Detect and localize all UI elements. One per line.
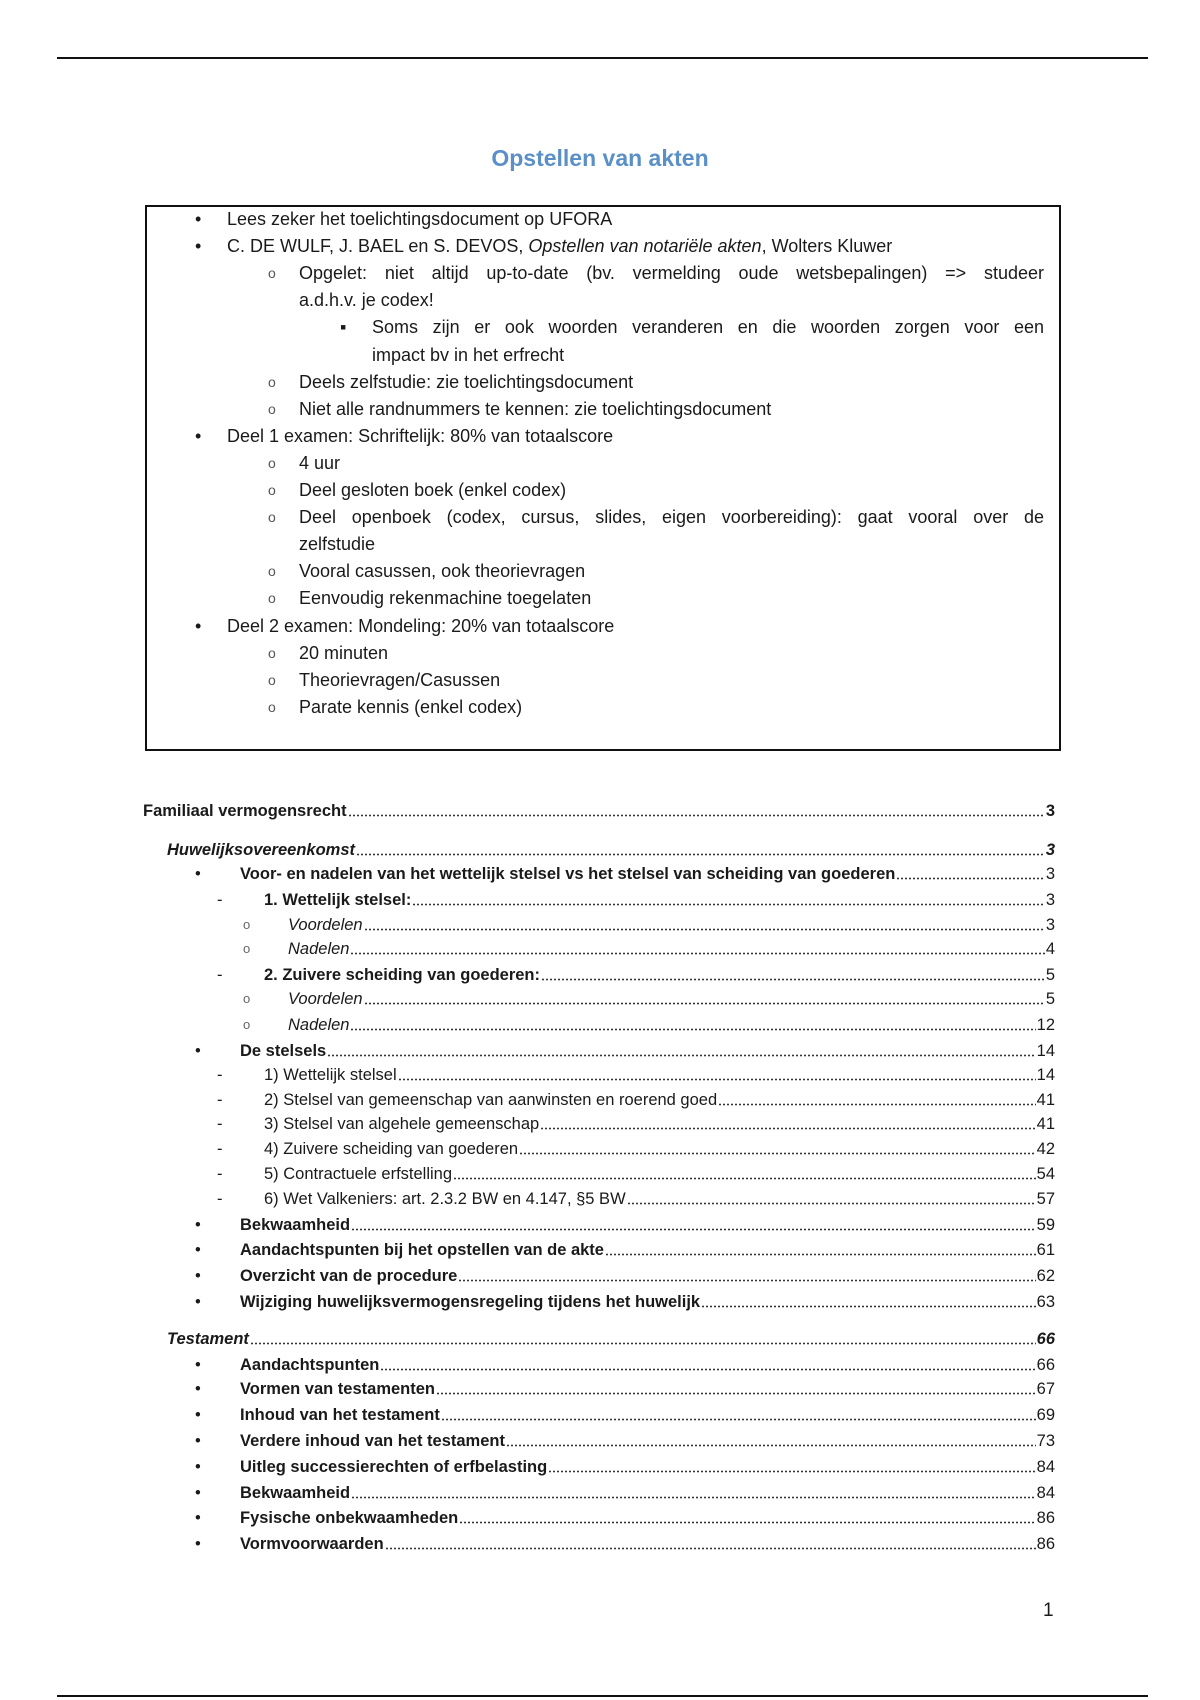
- dash-icon: -: [217, 1140, 223, 1158]
- circle-bullet-icon: o: [268, 644, 276, 661]
- bullet-icon: •: [195, 1267, 201, 1285]
- dot-leader: [701, 1305, 1036, 1308]
- toc-entry-title[interactable]: 3) Stelsel van algehele gemeenschap: [264, 1115, 540, 1133]
- toc-page-number: 42: [1036, 1140, 1055, 1158]
- circle-bullet-icon: o: [268, 265, 276, 282]
- toc-entry[interactable]: [0, 1088, 1200, 1112]
- box-line: a.d.h.v. je codex!: [299, 290, 434, 311]
- toc-page-number: 12: [1036, 1016, 1055, 1034]
- toc-entry[interactable]: [0, 1403, 1200, 1427]
- dot-leader: [718, 1103, 1036, 1106]
- dot-leader: [412, 903, 1044, 906]
- toc-entry[interactable]: [0, 1455, 1200, 1479]
- box-line: 4 uur: [299, 452, 341, 473]
- toc-entry[interactable]: [0, 1264, 1200, 1288]
- dot-leader: [327, 1054, 1035, 1057]
- toc-entry-title[interactable]: Voordelen: [288, 916, 363, 934]
- toc-entry[interactable]: [0, 1187, 1200, 1211]
- toc-entry[interactable]: [0, 913, 1200, 937]
- dot-leader: [548, 1470, 1035, 1473]
- toc-page-number: 41: [1036, 1091, 1055, 1109]
- dot-leader: [356, 853, 1045, 856]
- toc-entry-line: [264, 1137, 1055, 1161]
- dot-leader: [250, 1342, 1036, 1345]
- toc-entry-title[interactable]: 4) Zuivere scheiding van goederen: [264, 1140, 519, 1158]
- toc-page-number: 5: [1045, 966, 1055, 984]
- dash-icon: -: [217, 891, 223, 909]
- toc-entry[interactable]: [0, 1481, 1200, 1505]
- toc-page-number: 86: [1036, 1509, 1055, 1527]
- toc-entry-line: [264, 888, 1055, 912]
- toc-entry-title[interactable]: Testament: [167, 1330, 249, 1348]
- info-box: [145, 205, 1061, 751]
- toc-entry-title[interactable]: Bekwaamheid: [240, 1484, 351, 1502]
- circle-bullet-icon: o: [268, 400, 276, 417]
- toc-entry-title[interactable]: Voor- en nadelen van het wettelijk stelsel vs het stelsel van scheiding van goederen: [240, 865, 896, 883]
- toc-entry[interactable]: [0, 1063, 1200, 1087]
- dot-leader: [436, 1392, 1036, 1395]
- toc-entry-line: [167, 838, 1055, 862]
- toc-page-number: 59: [1036, 1216, 1055, 1234]
- toc-entry-line: [240, 1455, 1055, 1479]
- dot-leader: [398, 1078, 1036, 1081]
- toc-entry-title[interactable]: 6) Wet Valkeniers: art. 2.3.2 BW en 4.147, §5 BW: [264, 1190, 626, 1208]
- box-line: [227, 234, 892, 258]
- toc-entry[interactable]: [0, 1137, 1200, 1161]
- box-line: Niet alle randnummers te kennen: zie toelichtingsdocument: [299, 398, 772, 419]
- box-line: zelfstudie: [299, 534, 376, 555]
- dot-leader: [441, 1418, 1036, 1421]
- circle-bullet-icon: o: [268, 373, 276, 390]
- toc-page-number: 61: [1036, 1241, 1055, 1259]
- toc-entry-title[interactable]: Voordelen: [288, 990, 363, 1008]
- page-number: 1: [1043, 1600, 1054, 1621]
- toc-entry-title[interactable]: 2) Stelsel van gemeenschap van aanwinsten en roerend goed: [264, 1091, 718, 1109]
- toc-page-number: 14: [1036, 1066, 1055, 1084]
- bullet-icon: •: [195, 209, 202, 229]
- toc-entry[interactable]: [0, 1506, 1200, 1530]
- dot-leader: [519, 1152, 1036, 1155]
- dot-leader: [364, 1002, 1045, 1005]
- dash-icon: -: [217, 966, 223, 984]
- box-line-text: C. DE WULF, J. BAEL en S. DEVOS,: [227, 236, 529, 257]
- bullet-icon: •: [195, 615, 202, 636]
- toc-entry-title[interactable]: Verdere inhoud van het testament: [240, 1432, 505, 1450]
- toc-entry-line: [240, 1353, 1055, 1377]
- toc-entry-line: [167, 1327, 1055, 1351]
- circle-bullet-icon: o: [268, 590, 276, 607]
- toc-entry-line: [240, 1039, 1055, 1063]
- toc-entry[interactable]: [0, 1377, 1200, 1401]
- box-line: 20 minuten: [299, 642, 389, 663]
- bullet-icon: •: [195, 1458, 201, 1476]
- toc-entry-title[interactable]: Uitleg successierechten of erfbelasting: [240, 1458, 548, 1476]
- circle-bullet-icon: o: [243, 1017, 251, 1032]
- toc-entry-line: [288, 913, 1055, 937]
- box-line: Deel 1 examen: Schriftelijk: 80% van totaalscore: [227, 425, 614, 446]
- circle-bullet-icon: o: [268, 698, 276, 715]
- toc-entry-title[interactable]: Vormvoorwaarden: [240, 1535, 384, 1553]
- toc-page-number: 3: [1045, 802, 1055, 820]
- toc-entry[interactable]: [0, 799, 1200, 823]
- toc-page-number: 86: [1036, 1535, 1055, 1553]
- bullet-icon: •: [195, 865, 201, 883]
- dot-leader: [385, 1547, 1036, 1550]
- toc-entry-title[interactable]: Aandachtspunten bij het opstellen van de akte: [240, 1241, 604, 1259]
- bullet-icon: •: [195, 1042, 201, 1060]
- toc-entry-line: [264, 963, 1055, 987]
- toc-entry-title[interactable]: Nadelen: [288, 1016, 350, 1034]
- toc-entry[interactable]: [0, 987, 1200, 1011]
- dash-icon: -: [217, 1115, 223, 1133]
- toc-entry-title[interactable]: 1. Wettelijk stelsel:: [264, 891, 412, 909]
- toc-entry-title[interactable]: Vormen van testamenten: [240, 1380, 436, 1398]
- toc-entry-title[interactable]: Nadelen: [288, 940, 350, 958]
- box-line: Vooral casussen, ook theorievragen: [299, 561, 586, 582]
- toc-page-number: 69: [1036, 1406, 1055, 1424]
- bullet-icon: •: [195, 1432, 201, 1450]
- toc-entry-line: [240, 1264, 1055, 1288]
- dash-icon: -: [217, 1190, 223, 1208]
- toc-entry-line: [264, 1112, 1055, 1136]
- footer-rule: [57, 1695, 1148, 1697]
- dot-leader: [350, 1028, 1035, 1031]
- bullet-icon: •: [195, 425, 202, 446]
- circle-bullet-icon: o: [243, 991, 251, 1006]
- dash-icon: -: [217, 1091, 223, 1109]
- toc-page-number: 66: [1036, 1356, 1055, 1374]
- toc-entry-title[interactable]: Familiaal vermogensrecht: [143, 802, 347, 820]
- bullet-icon: •: [195, 1484, 201, 1502]
- toc-entry[interactable]: [0, 1290, 1200, 1314]
- toc-entry[interactable]: [0, 1013, 1200, 1037]
- dot-leader: [351, 1228, 1036, 1231]
- toc-entry[interactable]: [0, 1112, 1200, 1136]
- circle-bullet-icon: o: [268, 454, 276, 471]
- toc-entry[interactable]: [0, 838, 1200, 862]
- toc-page-number: 67: [1036, 1380, 1055, 1398]
- box-line: Lees zeker het toelichtingsdocument op UFORA: [227, 209, 613, 229]
- toc-entry-line: [240, 1213, 1055, 1237]
- square-bullet-icon: ▪: [340, 317, 347, 338]
- toc-entry-line: [240, 862, 1055, 886]
- toc-entry-line: [240, 1377, 1055, 1401]
- toc-entry-title[interactable]: Bekwaamheid: [240, 1216, 351, 1234]
- toc-entry-line: [240, 1403, 1055, 1427]
- document-title: Opstellen van akten: [491, 145, 709, 171]
- dot-leader: [350, 952, 1044, 955]
- dot-leader: [540, 1127, 1035, 1130]
- toc-page-number: 54: [1036, 1165, 1055, 1183]
- toc-entry[interactable]: [0, 1532, 1200, 1556]
- toc-page-number: 3: [1045, 841, 1055, 859]
- bullet-icon: •: [195, 1241, 201, 1259]
- toc-entry-title[interactable]: 5) Contractuele erfstelling: [264, 1165, 453, 1183]
- toc-entry-line: [288, 1013, 1055, 1037]
- toc-page-number: 84: [1036, 1458, 1055, 1476]
- box-line: impact bv in het erfrecht: [372, 344, 565, 365]
- toc-page-number: 62: [1036, 1267, 1055, 1285]
- toc-entry[interactable]: [0, 1162, 1200, 1186]
- dot-leader: [348, 814, 1045, 817]
- toc-entry-line: [240, 1532, 1055, 1556]
- toc-entry-title[interactable]: Aandachtspunten: [240, 1356, 380, 1374]
- toc-page-number: 57: [1036, 1190, 1055, 1208]
- book-title: Opstellen van notariële akten: [528, 236, 762, 257]
- toc-entry-line: [240, 1238, 1055, 1262]
- dash-icon: -: [217, 1066, 223, 1084]
- toc-entry[interactable]: [0, 1429, 1200, 1453]
- box-line-text: , Wolters Kluwer: [761, 236, 893, 257]
- toc-entry-line: [143, 799, 1055, 823]
- dot-leader: [351, 1496, 1036, 1499]
- circle-bullet-icon: o: [243, 941, 251, 956]
- toc-entry-title[interactable]: De stelsels: [240, 1042, 327, 1060]
- toc-entry[interactable]: [0, 1039, 1200, 1063]
- toc-page-number: 73: [1036, 1432, 1055, 1450]
- bullet-icon: •: [195, 1356, 201, 1374]
- dot-leader: [605, 1253, 1036, 1256]
- dot-leader: [896, 877, 1044, 880]
- toc-entry-title[interactable]: 2. Zuivere scheiding van goederen:: [264, 966, 540, 984]
- toc-page-number: 3: [1045, 865, 1055, 883]
- toc-entry-line: [264, 1187, 1055, 1211]
- toc-page-number: 41: [1036, 1115, 1055, 1133]
- box-line: Eenvoudig rekenmachine toegelaten: [299, 588, 592, 609]
- toc-entry-line: [288, 987, 1055, 1011]
- bullet-icon: •: [195, 236, 202, 257]
- toc-page-number: 63: [1036, 1293, 1055, 1311]
- toc-entry-title[interactable]: Overzicht van de procedure: [240, 1267, 458, 1285]
- toc-page-number: 84: [1036, 1484, 1055, 1502]
- circle-bullet-icon: o: [268, 509, 276, 526]
- box-line: Deel openboek (codex, cursus, slides, eigen voorbereiding): gaat vooral over de: [299, 507, 1044, 528]
- dot-leader: [458, 1279, 1035, 1282]
- toc-page-number: 3: [1045, 891, 1055, 909]
- toc-entry[interactable]: [0, 963, 1200, 987]
- dot-leader: [364, 928, 1045, 931]
- box-line: Opgelet: niet altijd up-to-date (bv. vermelding oude wetsbepalingen) => studeer: [299, 263, 1044, 284]
- toc-entry-title[interactable]: Wijziging huwelijksvermogensregeling tijdens het huwelijk: [240, 1293, 701, 1311]
- toc-entry[interactable]: [0, 1327, 1200, 1351]
- toc-entry-line: [240, 1481, 1055, 1505]
- toc-page-number: 14: [1036, 1042, 1055, 1060]
- circle-bullet-icon: o: [268, 563, 276, 580]
- box-line: Parate kennis (enkel codex): [299, 696, 523, 717]
- toc-entry[interactable]: [0, 1213, 1200, 1237]
- toc-entry-title[interactable]: Huwelijksovereenkomst: [167, 841, 355, 859]
- circle-bullet-icon: o: [243, 917, 251, 932]
- dot-leader: [380, 1368, 1035, 1371]
- toc-entry[interactable]: [0, 862, 1200, 886]
- toc-page-number: 4: [1045, 940, 1055, 958]
- toc-entry[interactable]: [0, 1353, 1200, 1377]
- toc-page-number: 5: [1045, 990, 1055, 1008]
- bullet-icon: •: [195, 1406, 201, 1424]
- box-line: Deel gesloten boek (enkel codex): [299, 480, 567, 500]
- toc-entry-line: [240, 1429, 1055, 1453]
- dot-leader: [453, 1177, 1036, 1180]
- circle-bullet-icon: o: [268, 671, 276, 688]
- toc-entry-title[interactable]: 1) Wettelijk stelsel: [264, 1066, 397, 1084]
- toc-entry-title[interactable]: Inhoud van het testament: [240, 1406, 440, 1424]
- dot-leader: [459, 1521, 1035, 1524]
- toc-entry-line: [264, 1162, 1055, 1186]
- toc-entry-line: [264, 1063, 1055, 1087]
- dot-leader: [627, 1202, 1036, 1205]
- box-line: Deels zelfstudie: zie toelichtingsdocument: [299, 371, 634, 392]
- toc-entry[interactable]: [0, 937, 1200, 961]
- toc-entry[interactable]: [0, 888, 1200, 912]
- bullet-icon: •: [195, 1509, 201, 1527]
- dot-leader: [541, 978, 1045, 981]
- toc-page-number: 3: [1045, 916, 1055, 934]
- circle-bullet-icon: o: [268, 482, 276, 498]
- toc-page-number: 66: [1036, 1330, 1055, 1348]
- box-line: Soms zijn er ook woorden veranderen en die woorden zorgen voor een: [372, 317, 1044, 338]
- bullet-icon: •: [195, 1535, 201, 1553]
- box-line: Deel 2 examen: Mondeling: 20% van totaalscore: [227, 615, 615, 636]
- bullet-icon: •: [195, 1293, 201, 1311]
- toc-entry[interactable]: [0, 1238, 1200, 1262]
- bullet-icon: •: [195, 1380, 201, 1398]
- toc-entry-title[interactable]: Fysische onbekwaamheden: [240, 1509, 459, 1527]
- toc-entry-line: [264, 1088, 1055, 1112]
- dot-leader: [506, 1444, 1036, 1447]
- box-line: Theorievragen/Casussen: [299, 669, 501, 690]
- dash-icon: -: [217, 1165, 223, 1183]
- toc-entry-line: [240, 1290, 1055, 1314]
- header-rule: [57, 57, 1148, 59]
- bullet-icon: •: [195, 1216, 201, 1234]
- toc-entry-line: [288, 937, 1055, 961]
- toc-entry-line: [240, 1506, 1055, 1530]
